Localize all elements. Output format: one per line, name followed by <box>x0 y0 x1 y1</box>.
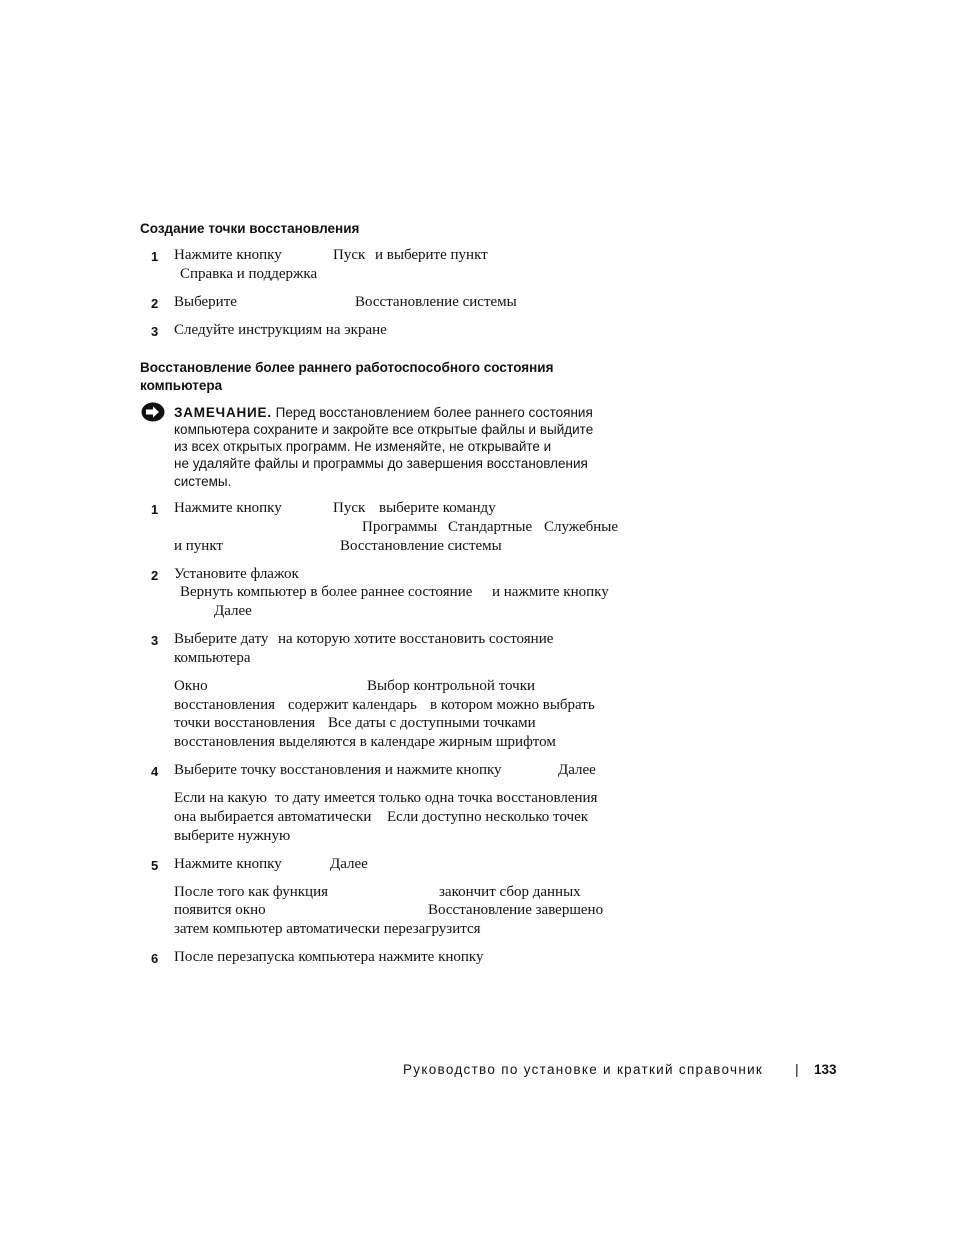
step-text: Нажмите кнопку <box>174 247 282 263</box>
step-paragraph: После того как функция <box>174 884 329 900</box>
notice-text: Перед восстановлением более раннего состояния <box>275 405 593 420</box>
notice-label: ЗАМЕЧАНИЕ. <box>174 405 272 420</box>
step-paragraph: выберите нужную <box>174 828 291 844</box>
step-text: Нажмите кнопку <box>174 500 282 516</box>
step-number: 5 <box>151 858 159 873</box>
step-text: Установите флажок <box>174 566 299 582</box>
step-text: Далее <box>214 603 252 619</box>
step-text: Пуск <box>333 247 366 263</box>
step-paragraph: Выбор контрольной точки <box>367 678 536 694</box>
notice-text: системы. <box>174 474 232 489</box>
step-text: на которую хотите восстановить состояние <box>278 631 554 647</box>
step-paragraph: Окно <box>174 678 208 694</box>
step-paragraph: восстановления <box>174 697 276 713</box>
step-text: Справка и поддержка <box>180 266 318 282</box>
step-text: компьютера <box>174 650 251 666</box>
step-paragraph: то дату имеется только одна точка восстановления <box>275 790 598 806</box>
section-title-restore-earlier-state: Восстановление более раннего работоспособного состояния <box>140 360 554 375</box>
step-number: 1 <box>151 502 159 517</box>
notice-body <box>174 405 593 420</box>
notice-text: из всех открытых программ. Не изменяйте, не открывайте и <box>174 439 552 454</box>
step-paragraph: восстановления выделяются в календаре жирным шрифтом <box>174 734 556 750</box>
step-text: Пуск <box>333 500 366 516</box>
step-text: Стандартные <box>448 519 533 535</box>
step-text: Вернуть компьютер в более раннее состояние <box>180 584 473 600</box>
step-number: 4 <box>151 764 159 779</box>
step-text: Восстановление системы <box>340 538 502 554</box>
page-number: 133 <box>814 1062 837 1077</box>
footer-title: Руководство по установке и краткий справочник <box>403 1062 764 1077</box>
step-text: После перезапуска компьютера нажмите кнопку <box>174 949 484 965</box>
step-text: Выберите дату <box>174 631 269 647</box>
step-paragraph: в котором можно выбрать <box>430 697 595 713</box>
step-number: 3 <box>151 633 159 648</box>
step-paragraph: появится окно <box>174 902 266 918</box>
notice-arrow-icon <box>141 402 165 422</box>
step-paragraph: Если доступно несколько точек <box>387 809 589 825</box>
step-text: Восстановление системы <box>355 294 517 310</box>
step-text: Нажмите кнопку <box>174 856 282 872</box>
step-text: Далее <box>558 762 596 778</box>
step-number: 3 <box>151 324 159 339</box>
step-paragraph: затем компьютер автоматически перезагрузится <box>174 921 481 937</box>
step-text: и выберите пункт <box>375 247 488 263</box>
step-text: Служебные <box>544 519 619 535</box>
step-number: 6 <box>151 951 159 966</box>
notice-text: не удаляйте файлы и программы до завершения восстановления <box>174 456 588 471</box>
section-title-create-restore-point: Создание точки восстановления <box>140 221 360 236</box>
step-text: и нажмите кнопку <box>492 584 609 600</box>
step-paragraph: содержит календарь <box>288 697 417 713</box>
step-number: 2 <box>151 568 159 583</box>
section-title-restore-earlier-state: компьютера <box>140 378 223 393</box>
step-text: Далее <box>330 856 368 872</box>
step-paragraph: она выбирается автоматически <box>174 809 372 825</box>
step-paragraph: точки восстановления <box>174 715 316 731</box>
step-number: 1 <box>151 249 159 264</box>
step-paragraph: Если на какую <box>174 790 268 806</box>
step-text: Программы <box>362 519 438 535</box>
step-text: выберите команду <box>379 500 496 516</box>
step-text: Выберите <box>174 294 237 310</box>
step-number: 2 <box>151 296 159 311</box>
step-text: Следуйте инструкциям на экране <box>174 322 387 338</box>
step-text: Выберите точку восстановления и нажмите кнопку <box>174 762 502 778</box>
step-paragraph: закончит сбор данных <box>439 884 581 900</box>
step-paragraph: Все даты с доступными точками <box>328 715 536 731</box>
notice-text: компьютера сохраните и закройте все открытые файлы и выйдите <box>174 422 594 437</box>
step-text: и пункт <box>174 538 223 554</box>
footer-separator: | <box>795 1061 799 1077</box>
step-paragraph: Восстановление завершено <box>428 902 604 918</box>
